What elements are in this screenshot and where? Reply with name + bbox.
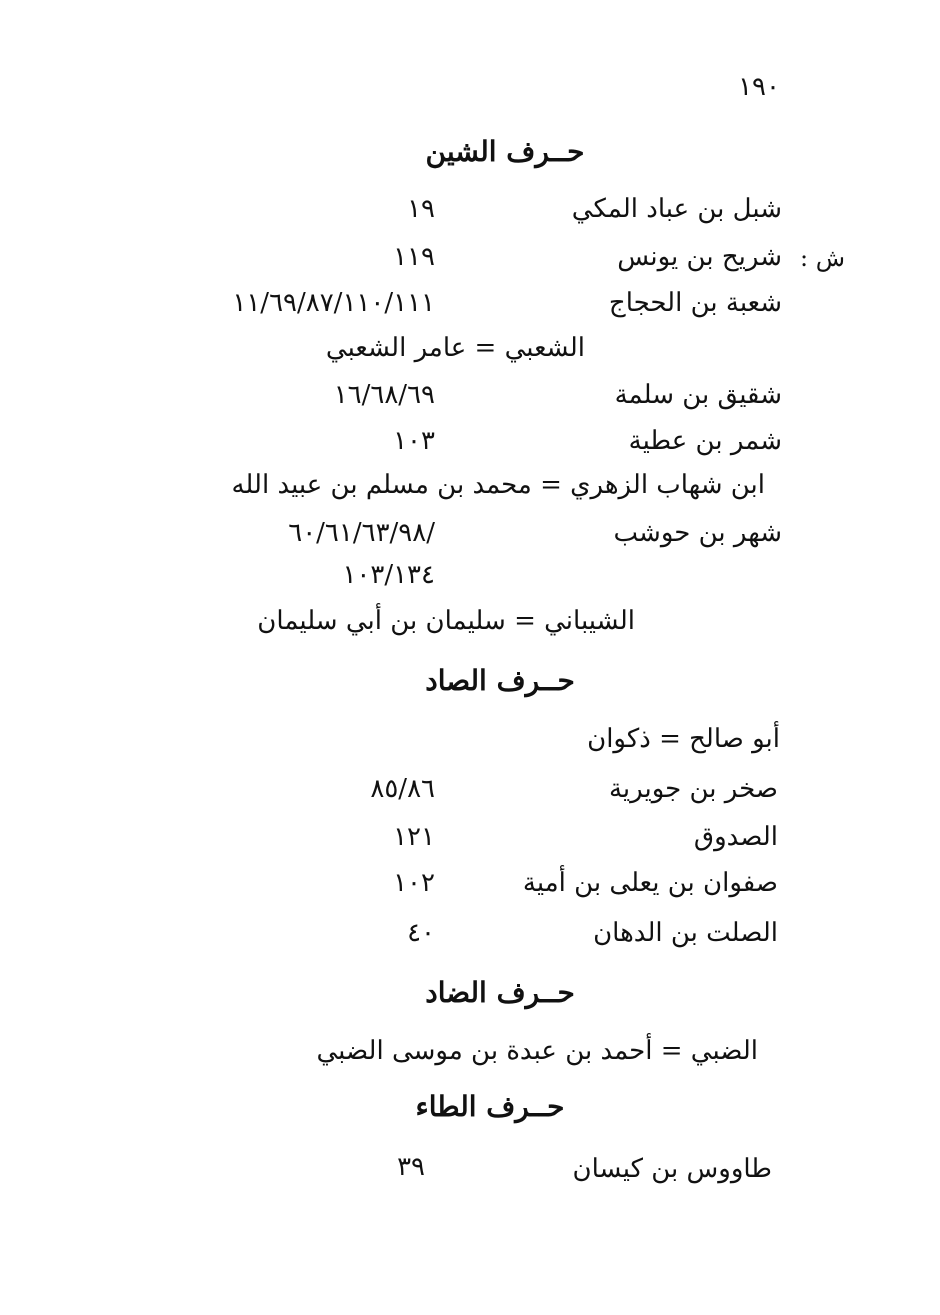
entry-pages: ١٢١ [393,822,435,852]
page-number: ١٩٠ [738,72,780,102]
entry-cross-reference: أبو صالح = ذكوان [587,724,780,754]
entry-pages-continued: ١٠٣/١٣٤ [342,560,435,590]
entry-pages: ٦٠/٦١/٦٣/٩٨/ [288,518,435,548]
entry-name: شعبة بن الحجاج [608,288,782,318]
section-title-taa: حــرف الطاء [415,1090,565,1123]
entry-name: صفوان بن يعلى بن أمية [522,868,778,898]
entry-name: الصدوق [693,822,778,852]
entry-cross-reference: الشعبي = عامر الشعبي [325,333,585,363]
section-title-sheen: حــرف الشين [425,135,585,168]
entry-pages: ٨٥/٨٦ [370,774,435,804]
entry-name: شهر بن حوشب [613,518,782,548]
entry-name: شريح بن يونس [617,242,782,272]
entry-name: طاووس بن كيسان [572,1154,772,1184]
entry-pages: ٣٩ [397,1152,425,1182]
entry-name: شبل بن عباد المكي [571,194,782,224]
entry-pages: ١٦/٦٨/٦٩ [333,380,435,410]
section-title-saad: حــرف الصاد [425,664,575,697]
entry-name: صخر بن جويرية [608,774,778,804]
entry-pages: ١٩ [407,194,435,224]
entry-name: شقيق بن سلمة [614,380,782,410]
entry-name: الصلت بن الدهان [593,918,778,948]
entry-cross-reference: الضبي = أحمد بن عبدة بن موسى الضبي [316,1036,758,1066]
entry-pages: ١٠٣ [393,426,435,456]
entry-pages: ١١/٦٩/٨٧/١١٠/١١١ [232,288,435,318]
entry-cross-reference: ابن شهاب الزهري = محمد بن مسلم بن عبيد الله [231,470,765,500]
section-title-daad: حــرف الضاد [425,976,575,1009]
entry-cross-reference: الشيباني = سليمان بن أبي سليمان [257,606,635,636]
entry-name: شمر بن عطية [628,426,782,456]
entry-pages: ٤٠ [407,918,435,948]
entry-pages: ١١٩ [393,242,435,272]
margin-note: ش : [800,244,846,272]
entry-pages: ١٠٢ [393,868,435,898]
